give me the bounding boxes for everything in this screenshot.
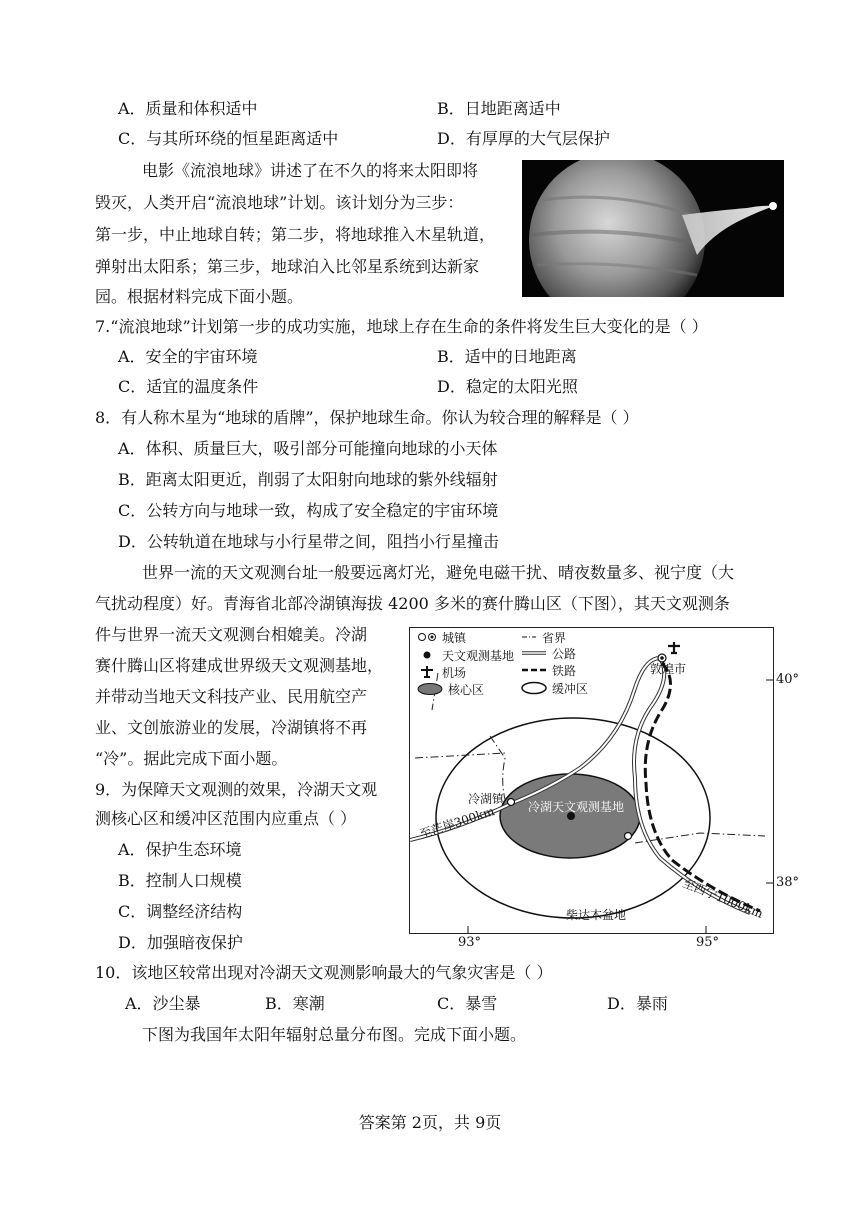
passage2-left-3: 并带动当地天文科技产业、民用航空产 bbox=[95, 687, 368, 706]
passage2-left-4: 业、文创旅游业的发展，冷湖镇将不再 bbox=[95, 718, 368, 737]
q9-option-b: B．控制人口规模 bbox=[118, 871, 242, 890]
passage1-line-1: 电影《流浪地球》讲述了在不久的将来太阳即将 bbox=[142, 161, 479, 180]
lenghu-town bbox=[508, 799, 515, 806]
q6-option-b: B．日地距离适中 bbox=[437, 99, 561, 118]
q6-option-a: A．质量和体积适中 bbox=[118, 99, 258, 118]
q7-stem: 7.“流浪地球”计划第一步的成功实施，地球上存在生命的条件将发生巨大变化的是（ ） bbox=[95, 317, 708, 336]
q8-stem: 8．有人称木星为“地球的盾牌”，保护地球生命。你认为较合理的解释是（ ） bbox=[95, 408, 639, 427]
q8-option-d: D．公转轨道在地球与小行星带之间，阻挡小行星撞击 bbox=[118, 532, 499, 551]
passage1-line-4: 弹射出太阳系；第三步，地球泊入比邻星系统到达新家 bbox=[95, 257, 480, 276]
passage1-line-5: 园。根据材料完成下面小题。 bbox=[95, 287, 304, 306]
page-footer: 答案第 2页，共 9页 bbox=[358, 1113, 502, 1132]
q7-option-b: B．适中的日地距离 bbox=[437, 347, 577, 366]
town-southeast bbox=[625, 833, 632, 840]
q7-option-d: D．稳定的太阳光照 bbox=[437, 377, 578, 396]
q10-stem: 10．该地区较常出现对冷湖天文观测影响最大的气象灾害是（ ） bbox=[95, 963, 553, 982]
lat-40-label: 40° bbox=[776, 672, 800, 687]
passage2-left-5: “冷”。据此完成下面小题。 bbox=[95, 749, 288, 768]
q9-option-d: D．加强暗夜保护 bbox=[118, 933, 243, 952]
to-mangya-label: 至茫崖300km bbox=[418, 804, 497, 842]
passage2-left-1: 件与世界一流天文观测台相媲美。冷湖 bbox=[95, 625, 368, 644]
passage2-left-2: 赛什腾山区将建成世界级天文观测基地， bbox=[95, 656, 384, 675]
lon-95-label: 95° bbox=[696, 935, 720, 950]
q6-option-d: D．有厚厚的大气层保护 bbox=[437, 129, 610, 148]
jupiter-earth-photo bbox=[522, 160, 784, 297]
legend-road-label: 公路 bbox=[552, 647, 577, 661]
legend-airport-label: 机场 bbox=[442, 666, 467, 680]
q8-option-a: A．体积、质量巨大，吸引部分可能撞向地球的小天体 bbox=[118, 439, 498, 458]
passage2-line-1: 世界一流的天文观测台址一般要远离灯光，避免电磁干扰、晴夜数量多、视宁度（大 bbox=[142, 563, 735, 582]
legend-rail-label: 铁路 bbox=[552, 664, 577, 678]
airport-icon bbox=[668, 642, 680, 654]
lon-93-label: 93° bbox=[458, 935, 482, 950]
q9-option-c: C．调整经济结构 bbox=[118, 902, 243, 921]
legend-province-label: 省界 bbox=[542, 631, 567, 645]
q7-option-c: C．适宜的温度条件 bbox=[118, 377, 259, 396]
passage1-line-3: 第一步，中止地球自转；第二步，将地球推入木星轨道， bbox=[95, 225, 496, 244]
basin-label: 柴达木盆地 bbox=[566, 908, 627, 922]
lat-38-label: 38° bbox=[776, 875, 800, 890]
legend-buffer-label: 缓冲区 bbox=[552, 682, 589, 696]
to-xining-label: 至西宁1000km bbox=[680, 876, 765, 921]
q10-option-a: A．沙尘暴 bbox=[125, 994, 201, 1013]
q7-option-a: A．安全的宇宙环境 bbox=[118, 347, 258, 366]
q9-stem-2: 测核心区和缓冲区范围内应重点（ ） bbox=[95, 809, 357, 828]
q10-option-c: C．暴雪 bbox=[437, 994, 498, 1013]
q10-option-b: B．寒潮 bbox=[265, 994, 325, 1013]
road-south bbox=[634, 658, 750, 913]
q9-option-a: A．保护生态环境 bbox=[118, 840, 242, 859]
q9-stem-1: 9．为保障天文观测的效果，冷湖天文观 bbox=[95, 780, 378, 799]
q8-option-b: B．距离太阳更近，削弱了太阳射向地球的紫外线辐射 bbox=[118, 470, 498, 489]
lenghu-label: 冷湖镇 bbox=[468, 792, 505, 806]
base-label: 冷湖天文观测基地 bbox=[528, 800, 625, 814]
passage2-line-2: 气扰动程度）好。青海省北部冷湖镇海拔 4200 多米的赛什腾山区（下图），其天文观测条 bbox=[95, 594, 730, 613]
q10-option-d: D．暴雨 bbox=[607, 994, 668, 1013]
next-section-intro: 下图为我国年太阳年辐射总量分布图。完成下面小题。 bbox=[142, 1025, 527, 1044]
legend-base-label: 天文观测基地 bbox=[442, 649, 515, 663]
lenghu-map bbox=[409, 627, 774, 934]
passage1-line-2: 毁灭，人类开启“流浪地球”计划。该计划分为三步： bbox=[95, 193, 464, 212]
legend-core-label: 核心区 bbox=[448, 683, 485, 697]
legend-town-label: 城镇 bbox=[442, 631, 467, 645]
q8-option-c: C．公转方向与地球一致，构成了安全稳定的宇宙环境 bbox=[118, 501, 499, 520]
q6-option-c: C．与其所环绕的恒星距离适中 bbox=[118, 129, 339, 148]
dunhuang-label: 敦煌市 bbox=[650, 662, 687, 676]
